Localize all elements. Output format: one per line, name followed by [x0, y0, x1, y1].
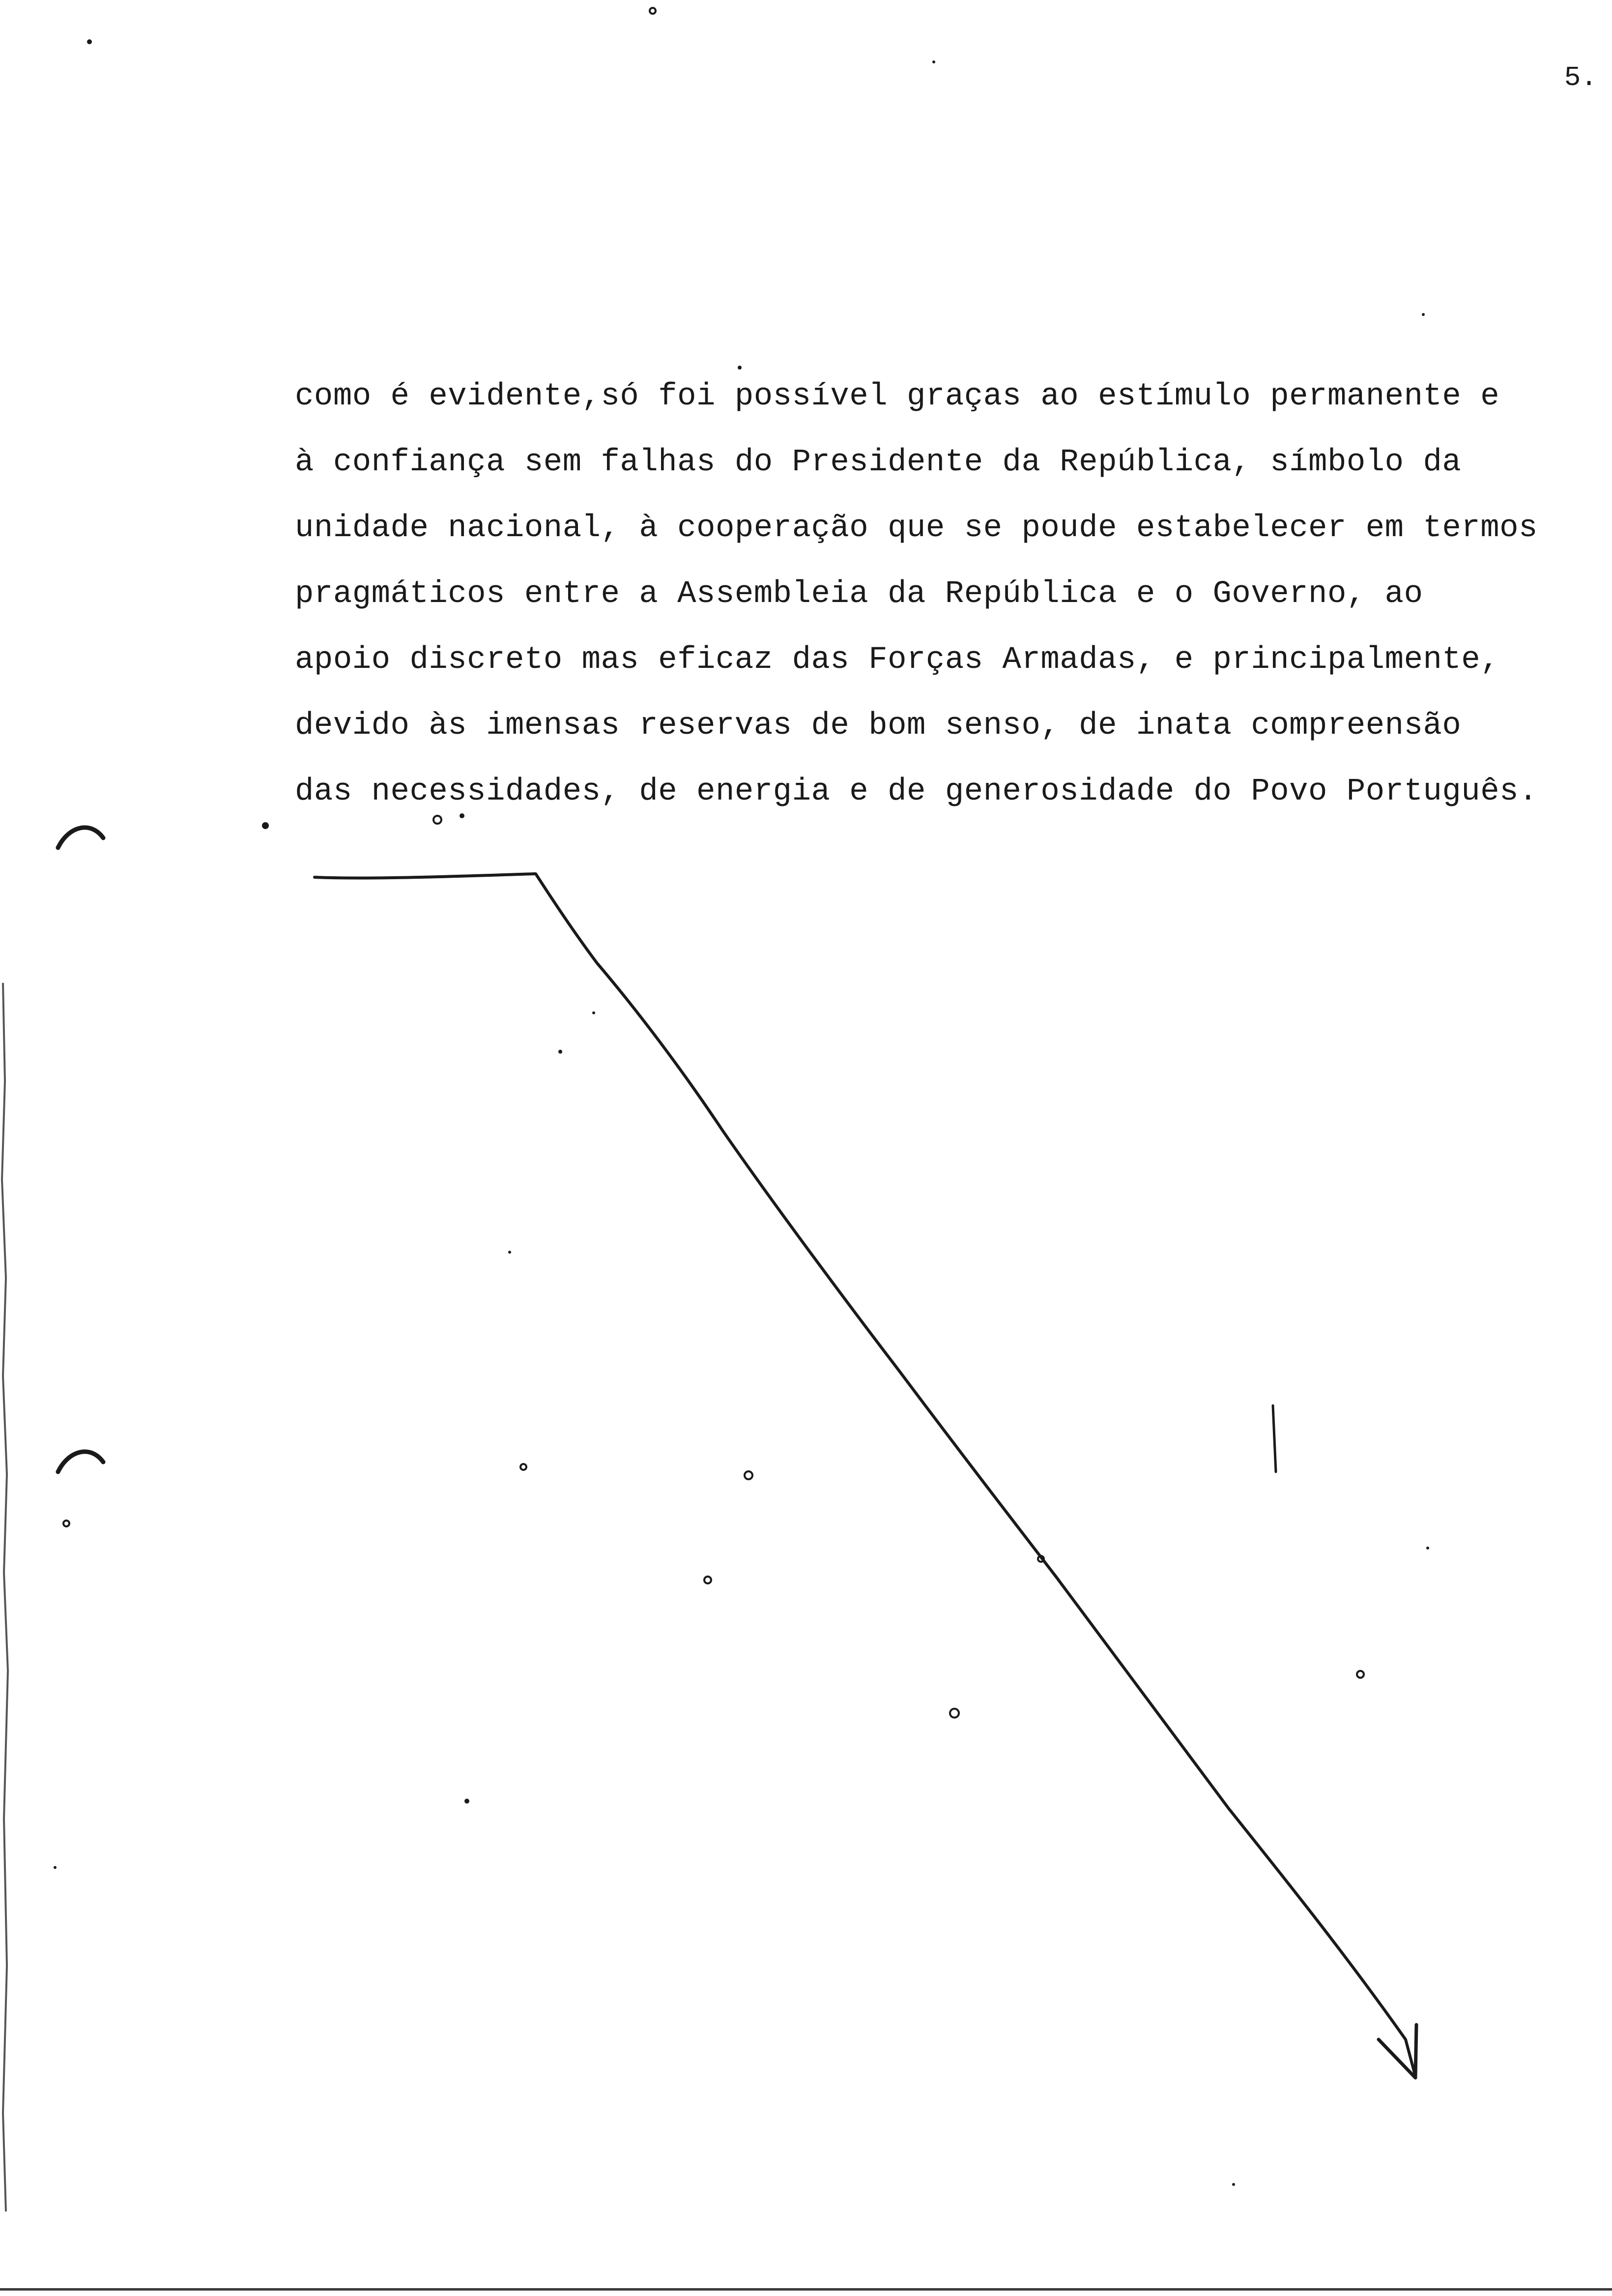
cancellation-stroke	[315, 874, 1415, 2076]
page-number: 5.	[1564, 62, 1597, 93]
scan-dots	[54, 39, 1429, 2186]
text-line: como é evidente,só foi possível graças ao estímulo permanente e	[295, 379, 1500, 414]
scan-speckles	[63, 8, 1364, 1718]
arrow-head-icon	[1379, 2025, 1416, 2078]
text-line: pragmáticos entre a Assembleia da República e o Governo, ao	[295, 576, 1423, 612]
binder-hole-icon	[58, 828, 103, 848]
pen-mark	[1273, 1406, 1276, 1472]
binder-hole-icon	[58, 1452, 103, 1472]
body-paragraph	[295, 364, 1592, 825]
scan-edge	[2, 983, 8, 2211]
text-line: devido às imensas reservas de bom senso, de inata compreensão	[295, 708, 1462, 744]
text-line: apoio discreto mas eficaz das Forças Armadas, e principalmente,	[295, 642, 1500, 678]
text-line: à confiança sem falhas do Presidente da República, símbolo da	[295, 445, 1462, 480]
text-line: unidade nacional, à cooperação que se poude estabelecer em termos	[295, 511, 1538, 546]
bottom-edge-rule	[0, 2288, 1612, 2291]
text-line: das necessidades, de energia e de generosidade do Povo Português.	[295, 774, 1538, 809]
